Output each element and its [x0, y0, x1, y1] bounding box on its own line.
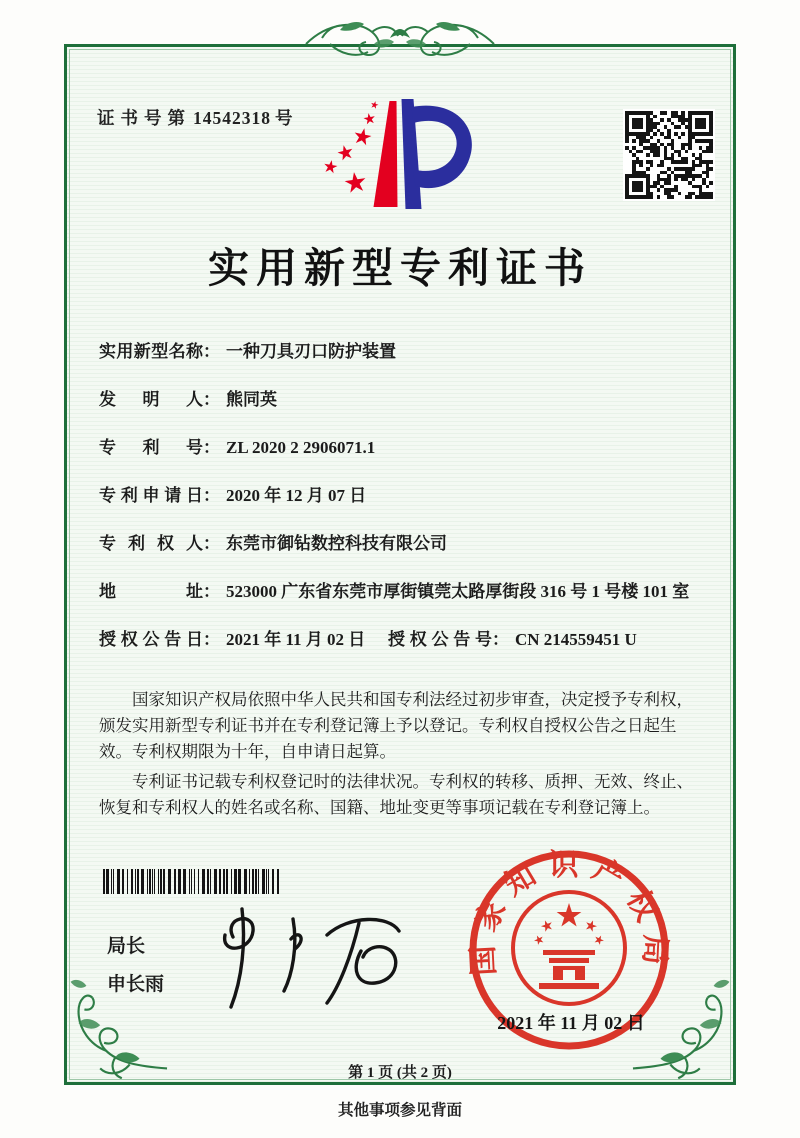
seal-ring-text: 国家知识产权局 [466, 848, 672, 977]
field-row-grant [99, 627, 711, 653]
field-label: 专利权人 [99, 534, 203, 553]
director-title: 局长 [107, 936, 146, 957]
certificate-number-prefix: 证书号第 [97, 108, 191, 128]
field-row-name [99, 339, 711, 365]
field-row-patent-number [99, 435, 711, 461]
field-value: ZL 2020 2 2906071.1 [226, 438, 376, 457]
label-colon: ： [203, 342, 220, 361]
field-label: 专利申请日 [99, 486, 203, 505]
field-value: 523000 广东省东莞市厚街镇莞太路厚街段 316 号 1 号楼 101 室 [226, 582, 690, 601]
label-colon: ： [203, 390, 220, 409]
field-label: 专利号 [99, 438, 203, 457]
cnipa-logo-icon [318, 93, 483, 215]
national-emblem [513, 892, 625, 1004]
field-row-patentee [99, 531, 711, 557]
field-value: 2020 年 12 月 07 日 [226, 486, 367, 505]
field-label: 实用新型名称 [99, 342, 203, 361]
label-colon: ： [492, 630, 509, 649]
qr-code [623, 109, 715, 201]
field-label: 授权公告日 [99, 630, 203, 649]
certificate-fields [99, 339, 711, 675]
field-row-address [99, 579, 711, 605]
field-value: 一种刀具刃口防护装置 [226, 342, 396, 361]
certificate-number [97, 105, 293, 130]
legal-paragraph-2: 专利证书记载专利权登记时的法律状况。专利权的转移、质押、无效、终止、恢复和专利权人的姓名或名称、国籍、地址变更等事项记载在专利登记簿上。 [99, 772, 693, 817]
corner-ornament-left [51, 974, 169, 1092]
legal-text [99, 687, 707, 825]
grant-date-value: 2021 年 11 月 02 日 [226, 630, 366, 649]
director-name: 申长雨 [107, 974, 165, 995]
director-signature [185, 903, 440, 1021]
certificate-title: 实用新型专利证书 [208, 245, 592, 291]
field-row-filing-date [99, 483, 711, 509]
label-colon: ： [203, 582, 220, 601]
legal-paragraph-1: 国家知识产权局依照中华人民共和国专利法经过初步审查，决定授予专利权，颁发实用新型专利证书并在专利登记簿上予以登记。专利权自授权公告之日起生效。专利权期限为十年，自申请日起算。 [99, 690, 693, 761]
label-colon: ： [203, 630, 220, 649]
seal-date: 2021 年 11 月 02 日 [497, 1013, 645, 1033]
top-ornament [270, 14, 530, 68]
field-label: 地址 [99, 582, 203, 601]
grant-number-value: CN 214559451 U [515, 630, 637, 649]
certificate-number-suffix: 号 [275, 108, 293, 128]
back-note: 其他事项参见背面 [337, 1102, 462, 1119]
corner-ornament-right [631, 974, 749, 1092]
field-value: 熊同英 [226, 390, 277, 409]
certificate-number-value: 14542318 [193, 108, 271, 128]
page-number: 第 1 页 (共 2 页) [348, 1065, 452, 1081]
barcode [103, 869, 315, 894]
label-colon: ： [203, 534, 220, 553]
field-row-inventor [99, 387, 711, 413]
border-frame [64, 44, 736, 1085]
label-colon: ： [203, 486, 220, 505]
label-colon: ： [203, 438, 220, 457]
field-label: 授权公告号 [388, 630, 492, 649]
field-label: 发明人 [99, 390, 203, 409]
field-value: 东莞市御钻数控科技有限公司 [226, 534, 447, 553]
